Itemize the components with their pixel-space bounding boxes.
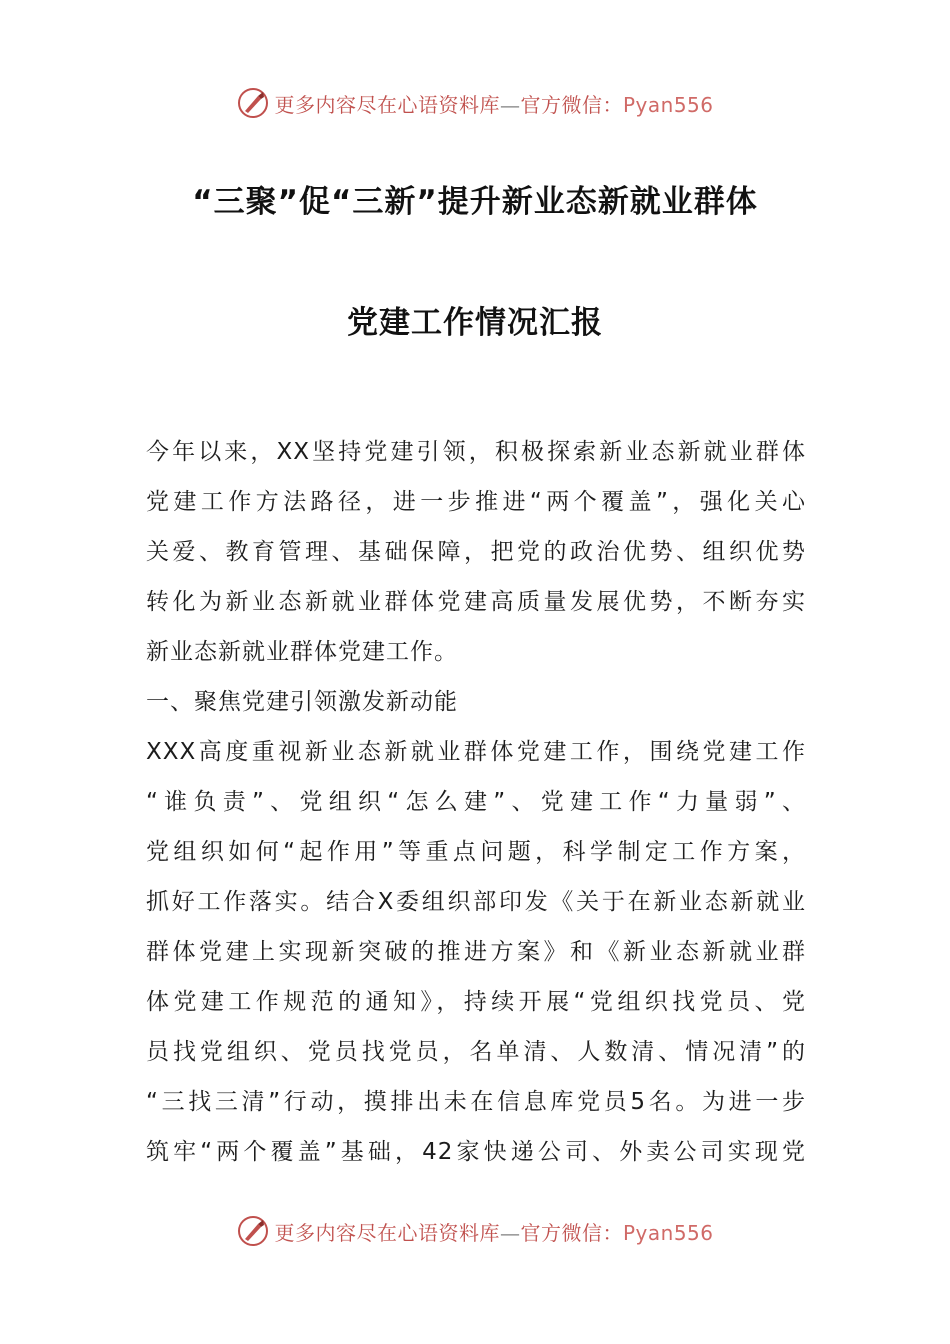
section-heading: 一、聚焦党建引领激发新动能 [146,689,458,715]
header-watermark-banner [0,83,950,123]
document-title-line-2: 党建工作情况汇报 [347,305,603,341]
body-line: 员找党组织、党员找党员，名单清、人数清、情况清”的 [146,1039,806,1065]
body-line: 体党建工作规范的通知》，持续开展“党组织找党员、党 [146,989,806,1015]
body-line: 关爱、教育管理、基础保障，把党的政治优势、组织优势 [146,539,806,565]
pen-logo-icon [236,86,270,120]
body-line: “谁负责”、党组织“怎么建”、党建工作“力量弱”、 [146,789,806,815]
document-title-line-1: “三聚”促“三新”提升新业态新就业群体 [192,184,758,220]
body-line: 抓好工作落实。结合X委组织部印发《关于在新业态新就业 [146,889,806,915]
body-line: 转化为新业态新就业群体党建高质量发展优势，不断夯实 [146,589,806,615]
body-line: 群体党建上实现新突破的推进方案》和《新业态新就业群 [146,939,806,965]
body-line: 新业态新就业群体党建工作。 [146,639,458,665]
document-body [146,427,806,1177]
banner-text: 更多内容尽在心语资料库—官方微信：Pyan556 [274,92,714,117]
body-line: 今年以来，XX坚持党建引领，积极探索新业态新就业群体 [146,439,806,465]
banner-text: 更多内容尽在心语资料库—官方微信：Pyan556 [274,1220,714,1245]
pen-logo-icon [236,1214,270,1248]
body-line: 党建工作方法路径，进一步推进“两个覆盖”，强化关心 [146,489,806,515]
body-line: 党组织如何“起作用”等重点问题，科学制定工作方案， [146,839,806,865]
body-line: 筑牢“两个覆盖”基础，42家快递公司、外卖公司实现党 [146,1139,806,1165]
footer-watermark-banner [0,1211,950,1251]
body-line: “三找三清”行动，摸排出未在信息库党员5名。为进一步 [146,1089,806,1115]
body-line: XXX高度重视新业态新就业群体党建工作，围绕党建工作 [146,739,806,765]
